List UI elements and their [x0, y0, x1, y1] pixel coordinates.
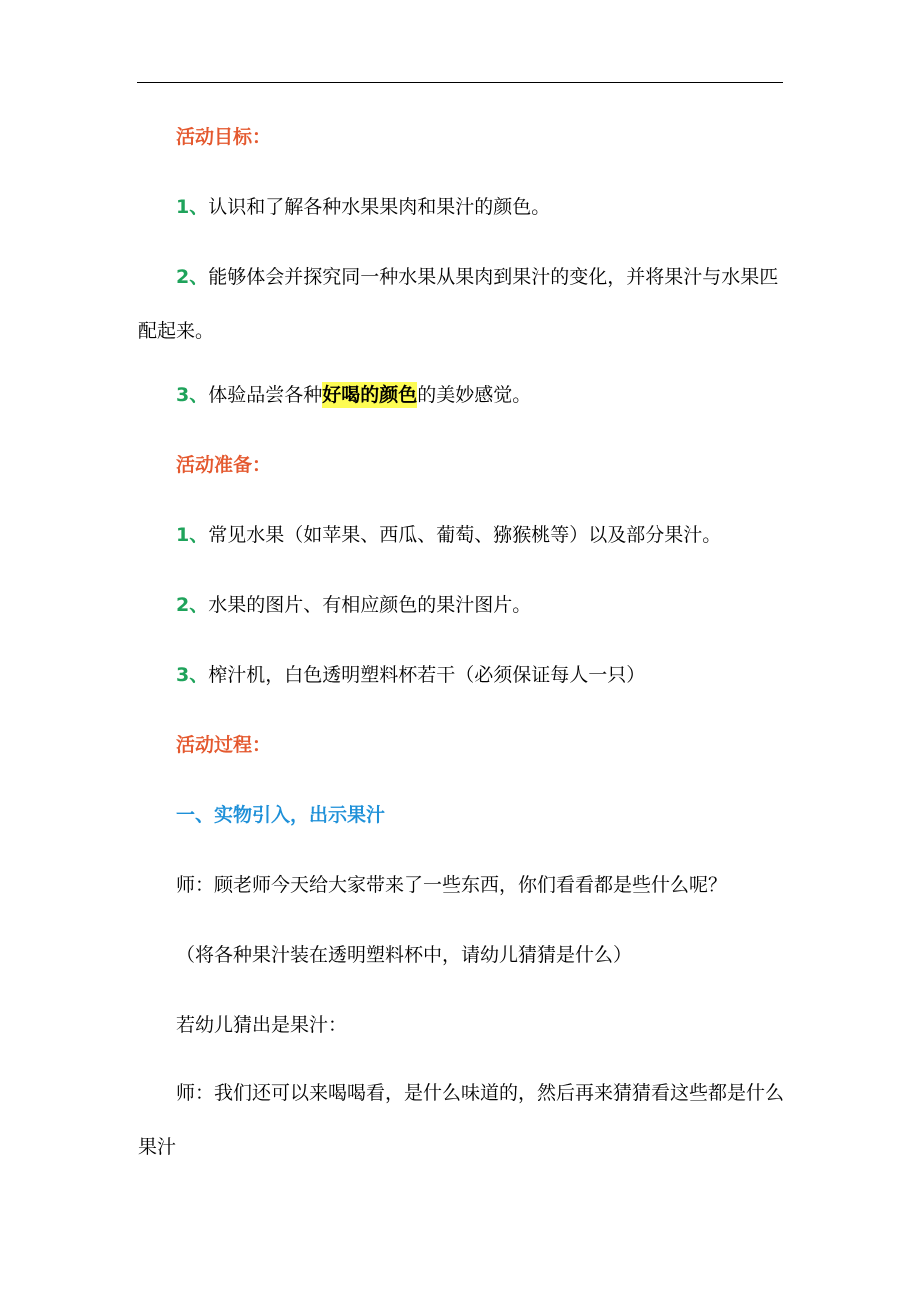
item-text: 能够体会并探究同一种水果从果肉到果汁的变化，并将果汁与水果匹配起来。: [138, 266, 779, 342]
preparation-item-2: [138, 578, 784, 632]
process-line-1: 师：顾老师今天给大家带来了一些东西，你们看看都是些什么呢？: [176, 874, 728, 896]
process-line-4: 师：我们还可以来喝喝看，是什么味道的，然后再来猜猜看这些都是什么果汁: [138, 1082, 785, 1158]
item-number: 3、: [176, 384, 209, 406]
process-heading: 活动过程：: [176, 734, 272, 756]
objective-item-3: [138, 368, 784, 422]
item-text: 常见水果（如苹果、西瓜、葡萄、猕猴桃等）以及部分果汁。: [208, 524, 722, 546]
header-rule: [137, 82, 783, 83]
item-number: 3、: [176, 664, 209, 686]
preparation-heading: 活动准备：: [176, 454, 272, 476]
objective-item-2: [138, 250, 784, 358]
preparation-item-1: [138, 508, 784, 562]
objective-item-1: [138, 180, 784, 234]
item-text-pre: 体验品尝各种: [208, 384, 323, 406]
item-text-post: 的美妙感觉。: [417, 384, 532, 406]
objectives-heading: 活动目标：: [176, 126, 272, 148]
item-text: 榨汁机，白色透明塑料杯若干（必须保证每人一只）: [208, 664, 646, 686]
highlighted-phrase: 好喝的颜色: [322, 384, 418, 406]
item-text: 水果的图片、有相应颜色的果汁图片。: [208, 594, 532, 616]
item-number: 2、: [176, 594, 209, 616]
item-number: 1、: [176, 196, 209, 218]
item-number: 1、: [176, 524, 209, 546]
process-line-3: 若幼儿猜出是果汁：: [176, 1014, 348, 1036]
process-line-2: （将各种果汁装在透明塑料杯中，请幼儿猜猜是什么）: [176, 944, 633, 966]
item-number: 2、: [176, 266, 209, 288]
process-subheading: 一、实物引入，出示果汁: [176, 804, 386, 826]
item-text: 认识和了解各种水果果肉和果汁的颜色。: [208, 196, 551, 218]
preparation-item-3: [138, 648, 784, 702]
